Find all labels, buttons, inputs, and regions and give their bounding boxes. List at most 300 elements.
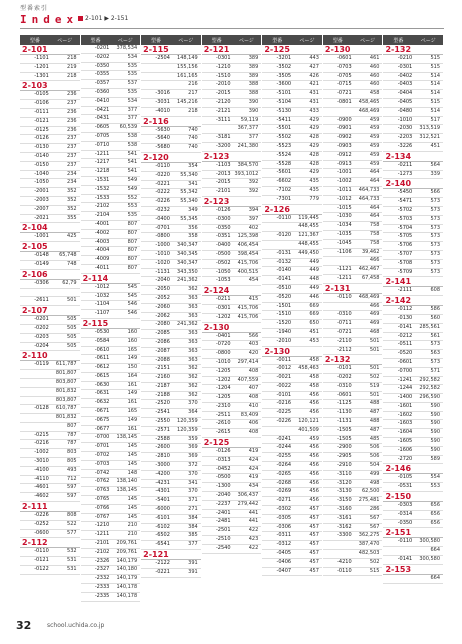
index-row <box>323 329 383 338</box>
index-row <box>141 497 201 506</box>
page-ref: 138,145 <box>116 434 138 441</box>
model-code: -0531 <box>397 483 413 490</box>
model-code: -0405 <box>276 550 292 557</box>
index-row <box>202 385 262 394</box>
page-ref: 456 <box>309 462 319 469</box>
model-code: -5411 <box>276 116 292 123</box>
model-code: -2102 <box>94 548 110 555</box>
model-code: -2010 <box>215 81 231 88</box>
model-code: -3200 <box>215 142 231 149</box>
page-ref: 573 <box>430 341 441 348</box>
index-row <box>81 478 141 487</box>
index-row <box>202 225 262 234</box>
index-row <box>141 207 201 216</box>
model-code: -0520 <box>397 350 413 357</box>
index-row <box>81 159 141 168</box>
index-row <box>20 233 80 242</box>
model-code: -0268 <box>276 479 292 486</box>
index-row <box>141 392 201 401</box>
index-row <box>383 511 443 520</box>
index-row <box>262 73 322 82</box>
model-code: -2600 <box>155 444 170 451</box>
page-ref: 664 <box>430 574 441 581</box>
model-code: -2203 <box>397 134 413 141</box>
model-code: -4100 <box>34 466 49 473</box>
page-ref: 370 <box>188 470 198 477</box>
index-row <box>202 474 262 483</box>
index-row <box>323 320 383 329</box>
page-ref: 67,458 <box>361 274 380 281</box>
index-row <box>202 162 262 171</box>
page-ref: 362 <box>188 365 198 372</box>
model-code: -0203 <box>34 333 49 340</box>
page-ref: 443 <box>309 55 319 61</box>
index-row <box>383 143 443 152</box>
model-code: -1273 <box>397 170 413 177</box>
page-ref: 498 <box>369 479 380 486</box>
model-code: -0701 <box>94 443 110 450</box>
page-ref: 218 <box>67 72 77 79</box>
index-row <box>323 161 383 170</box>
index-row <box>202 359 262 368</box>
model-code: -0900 <box>337 116 352 123</box>
page-ref: 372 <box>188 462 198 469</box>
model-code <box>202 125 235 133</box>
page-ref: 493 <box>67 466 77 473</box>
model-code: -5706 <box>397 242 413 249</box>
index-row <box>383 242 443 251</box>
index-row <box>141 286 201 295</box>
index-row <box>81 390 141 399</box>
model-code: -2905 <box>337 453 352 460</box>
model-code: -3505 <box>276 72 292 79</box>
index-row <box>141 400 201 409</box>
model-code: -1104 <box>94 301 110 308</box>
index-row <box>141 135 201 144</box>
model-code <box>141 81 174 89</box>
page-ref: 161 <box>127 425 138 432</box>
index-row <box>141 462 201 471</box>
header-page-label: ページ <box>299 37 315 44</box>
section-code: 2-146 <box>385 464 412 474</box>
section-code: 2-150 <box>385 492 412 502</box>
page-ref: 577 <box>67 529 77 536</box>
index-row <box>81 247 141 256</box>
model-code: -0407 <box>276 567 292 574</box>
index-row <box>383 90 443 99</box>
page-ref: 149 <box>127 390 138 397</box>
page-ref: 457 <box>309 550 319 557</box>
section-heading <box>262 45 322 55</box>
model-code: -1010 <box>215 358 231 365</box>
section-code: 2-115 <box>143 45 169 54</box>
model-code: -5708 <box>397 259 413 266</box>
index-column <box>202 35 263 600</box>
index-row <box>20 512 80 521</box>
model-code: -0530 <box>94 328 110 335</box>
index-row <box>81 177 141 186</box>
index-row <box>202 269 262 278</box>
model-code <box>323 550 356 558</box>
model-code: -0130 <box>34 144 49 151</box>
page-ref: 453 <box>309 337 319 344</box>
index-row <box>383 547 443 556</box>
index-row <box>81 301 141 310</box>
index-row <box>81 575 141 584</box>
index-row <box>323 257 383 266</box>
model-code: -0121 <box>34 117 49 124</box>
index-row <box>262 568 322 577</box>
page-ref: 306,437 <box>237 492 259 499</box>
model-code: -2588 <box>155 435 170 442</box>
model-code: -0600 <box>34 529 49 536</box>
index-row <box>20 171 80 180</box>
page-ref: 120,359 <box>177 418 198 425</box>
page-ref: 363 <box>188 303 198 310</box>
index-row <box>323 515 383 524</box>
model-code: -4601 <box>34 484 49 491</box>
model-code: -0901 <box>337 125 352 132</box>
page-ref: 664 <box>430 547 441 554</box>
page-ref: 285,561 <box>419 323 441 330</box>
page-ref: 120,359 <box>177 426 198 433</box>
model-code: -0310 <box>337 311 352 318</box>
model-code: -0615 <box>94 372 110 379</box>
index-row <box>262 409 322 418</box>
index-row <box>202 55 262 64</box>
model-code: -2013 <box>215 170 231 177</box>
index-row <box>323 444 383 453</box>
index-row <box>202 188 262 197</box>
section-heading <box>202 286 262 296</box>
model-code: -1505 <box>337 435 352 442</box>
section-heading <box>20 81 80 91</box>
page-ref: 312,521 <box>419 134 441 141</box>
page-ref: 165 <box>127 408 138 415</box>
index-row <box>262 374 322 383</box>
index-row <box>81 265 141 274</box>
page-ref: 65,748 <box>59 252 77 259</box>
page-ref: 120,121 <box>298 418 319 425</box>
model-code: -1130 <box>337 409 352 416</box>
index-row <box>262 471 322 480</box>
index-row <box>81 417 141 426</box>
model-code: -4200 <box>155 470 170 477</box>
index-row <box>81 212 141 221</box>
page-ref: 807 <box>127 220 138 227</box>
index-row <box>20 153 80 162</box>
model-code: -1605 <box>397 438 413 445</box>
range-text: 2-101 ▶ 2-151 <box>85 15 129 22</box>
page-ref: 150 <box>127 364 138 371</box>
model-code: -2110 <box>337 337 352 344</box>
page-ref: 464,733 <box>358 186 380 193</box>
model-code: -0765 <box>94 496 110 503</box>
index-row <box>81 230 141 239</box>
section-code: 2-141 <box>385 277 412 287</box>
page-ref: 237 <box>67 100 77 107</box>
index-row <box>20 557 80 566</box>
model-code: -0401 <box>215 332 231 339</box>
page-ref: 363 <box>188 338 198 345</box>
index-row <box>262 392 322 401</box>
model-code: -4110 <box>34 475 49 482</box>
index-row <box>81 329 141 338</box>
model-code: -0630 <box>94 381 110 388</box>
page-ref: 546 <box>127 310 138 317</box>
model-code: -0130 <box>397 314 413 321</box>
model-code: -2062 <box>155 312 170 319</box>
page-ref: 611,787 <box>55 361 77 368</box>
page-ref: 370 <box>188 488 198 495</box>
page-ref: 340,347 <box>177 259 198 266</box>
page-ref: 392 <box>248 188 259 195</box>
page-ref: 340,345 <box>177 250 198 257</box>
page-ref: 209,761 <box>116 548 138 555</box>
model-code: -5601 <box>276 169 292 176</box>
index-row <box>20 261 80 270</box>
page-ref: 456 <box>309 391 319 398</box>
page-ref: 389 <box>248 63 259 70</box>
page-ref: 758 <box>369 222 380 229</box>
page-ref: 501 <box>67 297 77 304</box>
page-ref: 537 <box>127 80 138 87</box>
index-row <box>383 162 443 171</box>
page-ref: 140,179 <box>116 557 138 564</box>
index-row <box>383 385 443 394</box>
model-code: -0204 <box>34 342 49 349</box>
page-ref: 573 <box>430 358 441 365</box>
page-ref: 419 <box>248 474 259 481</box>
index-row <box>262 143 322 152</box>
model-code: -2504 <box>155 55 170 61</box>
model-code: -2540 <box>215 544 231 551</box>
header-page-label: ページ <box>178 37 194 44</box>
page-ref: 514 <box>430 81 441 88</box>
index-row <box>81 487 141 496</box>
section-code: 2-107 <box>22 306 48 316</box>
model-code: -0671 <box>94 408 110 415</box>
model-code: -3000 <box>155 462 170 469</box>
model-code: -0141 <box>276 276 292 283</box>
page-ref: 415 <box>248 296 259 303</box>
index-row <box>81 45 141 54</box>
page-ref: 669 <box>309 302 319 309</box>
index-row <box>141 108 201 117</box>
index-row <box>202 527 262 536</box>
index-row <box>20 432 80 441</box>
section-heading <box>20 223 80 233</box>
index-row <box>323 392 383 401</box>
model-code: -0215 <box>34 431 49 438</box>
page-ref: 449,450 <box>298 249 319 256</box>
section-code: 2-132 <box>324 355 351 365</box>
model-code: -5401 <box>155 497 170 504</box>
model-code: -1125 <box>337 400 352 407</box>
index-row <box>202 134 262 143</box>
page-ref: 352 <box>67 205 77 212</box>
index-row <box>81 531 141 540</box>
index-row <box>141 541 201 550</box>
model-code: -1211 <box>337 274 352 281</box>
section-code: 2-134 <box>385 151 412 161</box>
page-ref: 515 <box>369 567 380 574</box>
section-code: 2-130 <box>203 322 230 332</box>
page-ref: 502 <box>369 558 380 565</box>
index-row <box>202 117 262 126</box>
model-code: -0306 <box>34 279 49 286</box>
index-row <box>81 540 141 549</box>
model-code: -1002 <box>337 178 352 185</box>
page-ref: 458,465 <box>358 98 380 105</box>
index-row <box>20 289 80 298</box>
page-ref: 371 <box>188 497 198 504</box>
index-row <box>141 560 201 569</box>
index-row <box>383 502 443 511</box>
model-code: -0021 <box>276 374 292 381</box>
page-ref: 145 <box>127 513 138 520</box>
page-ref: 408 <box>248 394 259 401</box>
page-ref: 563 <box>430 350 441 357</box>
page-ref: 161 <box>127 399 138 406</box>
index-row <box>323 266 383 275</box>
model-code: -0410 <box>94 97 110 104</box>
model-code: -2332 <box>94 575 110 582</box>
section-code: 2-126 <box>264 204 290 214</box>
page-ref: 538 <box>127 132 138 139</box>
page-ref: 149 <box>127 355 138 362</box>
model-code: -1010 <box>155 250 170 257</box>
index-row <box>141 339 201 348</box>
page-ref: 429 <box>309 116 319 123</box>
index-row <box>81 293 141 302</box>
index-row <box>20 188 80 197</box>
header-range <box>78 15 128 22</box>
index-row <box>141 330 201 339</box>
page-ref: 363 <box>188 356 198 363</box>
model-code: -2120 <box>215 98 231 105</box>
model-code: -1020 <box>155 259 170 266</box>
model-code: -0012 <box>276 365 292 372</box>
model-code: -0511 <box>397 341 413 348</box>
index-row <box>141 181 201 190</box>
model-code <box>141 64 174 72</box>
index-row <box>323 81 383 90</box>
index-column <box>141 35 202 600</box>
model-code <box>20 370 53 378</box>
page-ref: 237 <box>67 161 77 168</box>
model-code: -1300 <box>215 483 231 490</box>
index-row <box>20 118 80 127</box>
page-ref: 448 <box>309 276 319 283</box>
model-code: -0912 <box>337 151 352 158</box>
model-code: -0705 <box>94 132 110 139</box>
page-ref: 801,832 <box>55 414 77 421</box>
model-code: -1501 <box>276 302 292 309</box>
model-code: -2050 <box>155 286 170 293</box>
page-ref: 241,362 <box>177 321 198 328</box>
index-row <box>20 423 80 432</box>
index-row <box>323 550 383 559</box>
model-code: -1011 <box>337 186 352 193</box>
page-ref: 419 <box>248 448 259 455</box>
index-row <box>323 541 383 550</box>
page-ref: 458 <box>309 374 319 381</box>
model-code: -0126 <box>215 206 231 213</box>
index-row <box>141 73 201 82</box>
model-code: -0605 <box>94 124 110 131</box>
model-code: -2550 <box>155 418 170 425</box>
index-row <box>383 306 443 315</box>
header-code-label: 型番 <box>332 37 343 44</box>
section-code: 2-101 <box>22 45 48 54</box>
index-row <box>383 260 443 269</box>
page-ref: 367,377 <box>237 125 259 132</box>
index-row <box>141 163 201 172</box>
model-code: -1131 <box>337 418 352 425</box>
section-heading <box>202 323 262 333</box>
header-code-label: 型番 <box>393 37 404 44</box>
section-heading <box>323 355 383 365</box>
model-code: -2511 <box>215 411 231 418</box>
model-code: -1121 <box>337 266 352 273</box>
index-row <box>20 206 80 215</box>
model-code: -2015 <box>215 179 231 186</box>
section-code: 2-121 <box>203 45 230 54</box>
model-code: -7102 <box>276 186 292 193</box>
index-row <box>262 383 322 392</box>
model-code: -0110 <box>276 214 292 221</box>
index-row <box>141 357 201 366</box>
index-row <box>202 64 262 73</box>
page-ref: 279,442 <box>237 500 259 507</box>
page-ref: 464 <box>369 204 380 211</box>
model-code: -0126 <box>215 448 231 455</box>
index-row <box>81 186 141 195</box>
page-ref: 535 <box>127 71 138 78</box>
page-ref: 514 <box>430 72 441 79</box>
page-ref: 55,345 <box>180 215 198 222</box>
model-code: -1211 <box>94 150 110 157</box>
page-ref: 571 <box>430 367 441 374</box>
page-ref: 210 <box>127 522 138 529</box>
index-row <box>202 403 262 412</box>
model-code: -1035 <box>337 230 352 237</box>
model-code: -1050 <box>34 179 49 186</box>
page-ref: 457 <box>309 567 319 574</box>
model-code: -0520 <box>276 293 292 300</box>
model-code: -0150 <box>34 161 49 168</box>
page-ref: 415,706 <box>237 304 259 311</box>
index-row <box>323 55 383 64</box>
index-row <box>202 466 262 475</box>
page-ref: 457 <box>309 523 319 530</box>
column-header <box>20 35 80 45</box>
index-row <box>20 440 80 449</box>
model-code: -3110 <box>337 470 352 477</box>
index-row <box>141 144 201 153</box>
model-code: -4003 <box>94 238 110 245</box>
page-ref: 352 <box>67 196 77 203</box>
index-row <box>81 63 141 72</box>
page-ref: 456 <box>309 400 319 407</box>
page-ref: 519 <box>369 382 380 389</box>
page-ref: 534 <box>127 97 138 104</box>
index-row <box>262 444 322 453</box>
index-row <box>20 127 80 136</box>
section-code: 2-114 <box>82 273 109 283</box>
index-row <box>323 383 383 392</box>
